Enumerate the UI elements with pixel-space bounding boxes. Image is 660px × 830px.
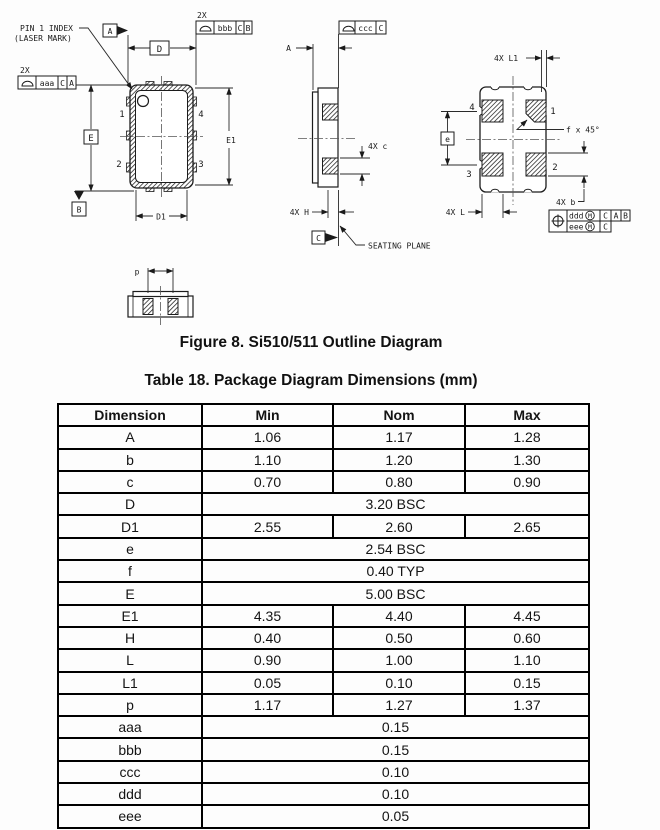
shared-value-cell: 0.40 TYP: [202, 560, 589, 582]
outline-diagram: [0, 0, 660, 330]
pin-number: 3: [198, 160, 204, 170]
svg-text:SEATING PLANE: SEATING PLANE: [368, 241, 431, 251]
seating-plane-callout: [340, 226, 431, 251]
svg-text:C: C: [237, 24, 243, 33]
side-view: [286, 21, 431, 251]
nom-cell: 0.10: [333, 672, 465, 694]
dimension-cell: eee: [58, 805, 202, 827]
nom-cell: 1.17: [333, 426, 465, 448]
table-row: [58, 694, 589, 716]
svg-text:bbb: bbb: [217, 24, 233, 33]
svg-text:C: C: [378, 24, 384, 33]
max-cell: 1.28: [465, 426, 589, 448]
dimension-cell: p: [58, 694, 202, 716]
table-row: [58, 716, 589, 738]
shared-value-cell: 0.15: [202, 738, 589, 760]
fcf-ccc: [339, 21, 386, 34]
pin-number: 2: [116, 160, 122, 170]
max-cell: 0.15: [465, 672, 589, 694]
svg-text:A: A: [613, 211, 619, 221]
min-cell: 1.17: [202, 694, 333, 716]
nom-cell: 1.00: [333, 649, 465, 671]
pin-number: 1: [550, 107, 556, 117]
svg-text:A: A: [286, 44, 291, 53]
pin-number: 2: [552, 163, 558, 173]
max-cell: 1.30: [465, 449, 589, 471]
svg-text:e: e: [445, 135, 450, 144]
svg-text:C: C: [316, 234, 321, 243]
dimension-cell: b: [58, 449, 202, 471]
table-row: [58, 738, 589, 760]
dimension-cell: aaa: [58, 716, 202, 738]
table-row: [58, 449, 589, 471]
table-row: [58, 761, 589, 783]
pin-number: 3: [466, 170, 472, 180]
max-cell: 2.65: [465, 515, 589, 537]
shared-value-cell: 0.10: [202, 761, 589, 783]
figure-caption: Figure 8. Si510/511 Outline Diagram: [179, 334, 443, 351]
max-cell: 4.45: [465, 605, 589, 627]
side-lid: [313, 92, 319, 183]
min-cell: 0.05: [202, 672, 333, 694]
pad-3: [482, 153, 503, 176]
table-row: [58, 672, 589, 694]
dimension-cell: E1: [58, 605, 202, 627]
svg-text:4X L1: 4X L1: [494, 54, 519, 63]
svg-text:E1: E1: [226, 136, 236, 145]
dimension-cell: H: [58, 627, 202, 649]
end-pad: [168, 299, 178, 315]
svg-text:ddd: ddd: [569, 211, 584, 221]
svg-text:4X b: 4X b: [556, 198, 576, 207]
end-pad: [143, 299, 153, 315]
table-row: [58, 582, 589, 604]
datum-b-flag: [72, 191, 86, 216]
svg-text:C: C: [603, 222, 608, 232]
fcf-position: [549, 210, 630, 232]
pin-number: 4: [198, 110, 204, 120]
pad-4: [482, 100, 503, 122]
dimension-4x-l: [446, 194, 517, 218]
shared-value-cell: 2.54 BSC: [202, 538, 589, 560]
table-row: [58, 649, 589, 671]
dimension-cell: L1: [58, 672, 202, 694]
header-min: Min: [202, 404, 333, 426]
svg-text:B: B: [76, 205, 82, 215]
svg-text:eee: eee: [569, 222, 584, 232]
svg-text:A: A: [107, 27, 113, 36]
svg-text:C: C: [60, 79, 65, 88]
dimension-cell: D: [58, 493, 202, 515]
svg-text:B: B: [245, 24, 251, 33]
top-view: [14, 11, 252, 222]
min-cell: 0.70: [202, 471, 333, 493]
dimensions-table-body: [58, 426, 589, 827]
min-cell: 0.90: [202, 649, 333, 671]
svg-text:2X: 2X: [197, 11, 207, 20]
min-cell: 1.10: [202, 449, 333, 471]
nom-cell: 2.60: [333, 515, 465, 537]
dimension-d: [128, 34, 196, 85]
table-row: [58, 627, 589, 649]
header-nom: Nom: [333, 404, 465, 426]
svg-text:2X: 2X: [20, 66, 30, 75]
table-row: [58, 605, 589, 627]
svg-text:4X c: 4X c: [368, 142, 388, 151]
dimension-4x-c: [340, 142, 387, 186]
table-row: [58, 783, 589, 805]
svg-text:aaa: aaa: [39, 79, 55, 88]
max-cell: 0.60: [465, 627, 589, 649]
max-cell: 1.37: [465, 694, 589, 716]
nom-cell: 1.27: [333, 694, 465, 716]
pad-2: [526, 153, 546, 176]
table-row: [58, 515, 589, 537]
svg-text:B: B: [623, 211, 628, 221]
nom-cell: 4.40: [333, 605, 465, 627]
dimension-4x-b: [548, 141, 588, 207]
svg-text:4X H: 4X H: [289, 208, 309, 217]
dimension-cell: f: [58, 560, 202, 582]
dimension-cell: ddd: [58, 783, 202, 805]
svg-text:p: p: [134, 267, 140, 277]
pin1-index-mark: [138, 96, 149, 107]
pin1-note-2: (LASER MARK): [14, 34, 72, 43]
fcf-aaa: [18, 66, 128, 89]
dimension-e-pitch: [441, 112, 477, 166]
max-cell: 0.90: [465, 471, 589, 493]
table-row: [58, 471, 589, 493]
svg-text:D: D: [156, 45, 163, 55]
svg-text:C: C: [603, 211, 608, 221]
min-cell: 0.40: [202, 627, 333, 649]
dimension-cell: L: [58, 649, 202, 671]
end-view: [128, 268, 193, 326]
dimension-p: [135, 268, 173, 294]
min-cell: 1.06: [202, 426, 333, 448]
dimension-cell: bbb: [58, 738, 202, 760]
header-dimension: Dimension: [58, 404, 202, 426]
nom-cell: 0.50: [333, 627, 465, 649]
svg-text:A: A: [69, 79, 74, 88]
dimension-cell: D1: [58, 515, 202, 537]
shared-value-cell: 5.00 BSC: [202, 582, 589, 604]
table-row: [58, 426, 589, 448]
min-cell: 4.35: [202, 605, 333, 627]
fcf-bbb: [196, 11, 252, 34]
svg-text:E: E: [88, 134, 94, 144]
pin-number: 1: [119, 110, 125, 120]
table-row: [58, 493, 589, 515]
header-max: Max: [465, 404, 589, 426]
dimensions-table: [57, 403, 590, 829]
dimension-a-thickness: [286, 34, 352, 90]
dimension-cell: E: [58, 582, 202, 604]
table-title: Table 18. Package Diagram Dimensions (mm): [144, 372, 478, 389]
table-row: [58, 560, 589, 582]
nom-cell: 1.20: [333, 449, 465, 471]
side-pad: [323, 104, 339, 120]
svg-text:D1: D1: [156, 212, 166, 222]
dimension-e-cap: [75, 85, 134, 191]
shared-value-cell: 0.15: [202, 716, 589, 738]
table-row: [58, 538, 589, 560]
pin1-note: PIN 1 INDEX: [20, 24, 73, 33]
svg-text:4X L: 4X L: [445, 208, 465, 217]
dimension-cell: c: [58, 471, 202, 493]
table-row: [58, 805, 589, 827]
dimension-cell: e: [58, 538, 202, 560]
svg-text:ccc: ccc: [358, 24, 373, 33]
datum-c-flag: [312, 231, 338, 244]
bottom-view: [441, 50, 630, 232]
dimension-cell: ccc: [58, 761, 202, 783]
nom-cell: 0.80: [333, 471, 465, 493]
shared-value-cell: 3.20 BSC: [202, 493, 589, 515]
min-cell: 2.55: [202, 515, 333, 537]
pin-number: 4: [469, 103, 475, 113]
dimension-cell: A: [58, 426, 202, 448]
svg-text:M: M: [588, 223, 592, 231]
svg-text:f x 45°: f x 45°: [566, 125, 600, 135]
svg-text:M: M: [588, 212, 592, 220]
shared-value-cell: 0.10: [202, 783, 589, 805]
table-header-row: [58, 404, 589, 426]
side-pad: [323, 158, 339, 174]
max-cell: 1.10: [465, 649, 589, 671]
shared-value-cell: 0.05: [202, 805, 589, 827]
